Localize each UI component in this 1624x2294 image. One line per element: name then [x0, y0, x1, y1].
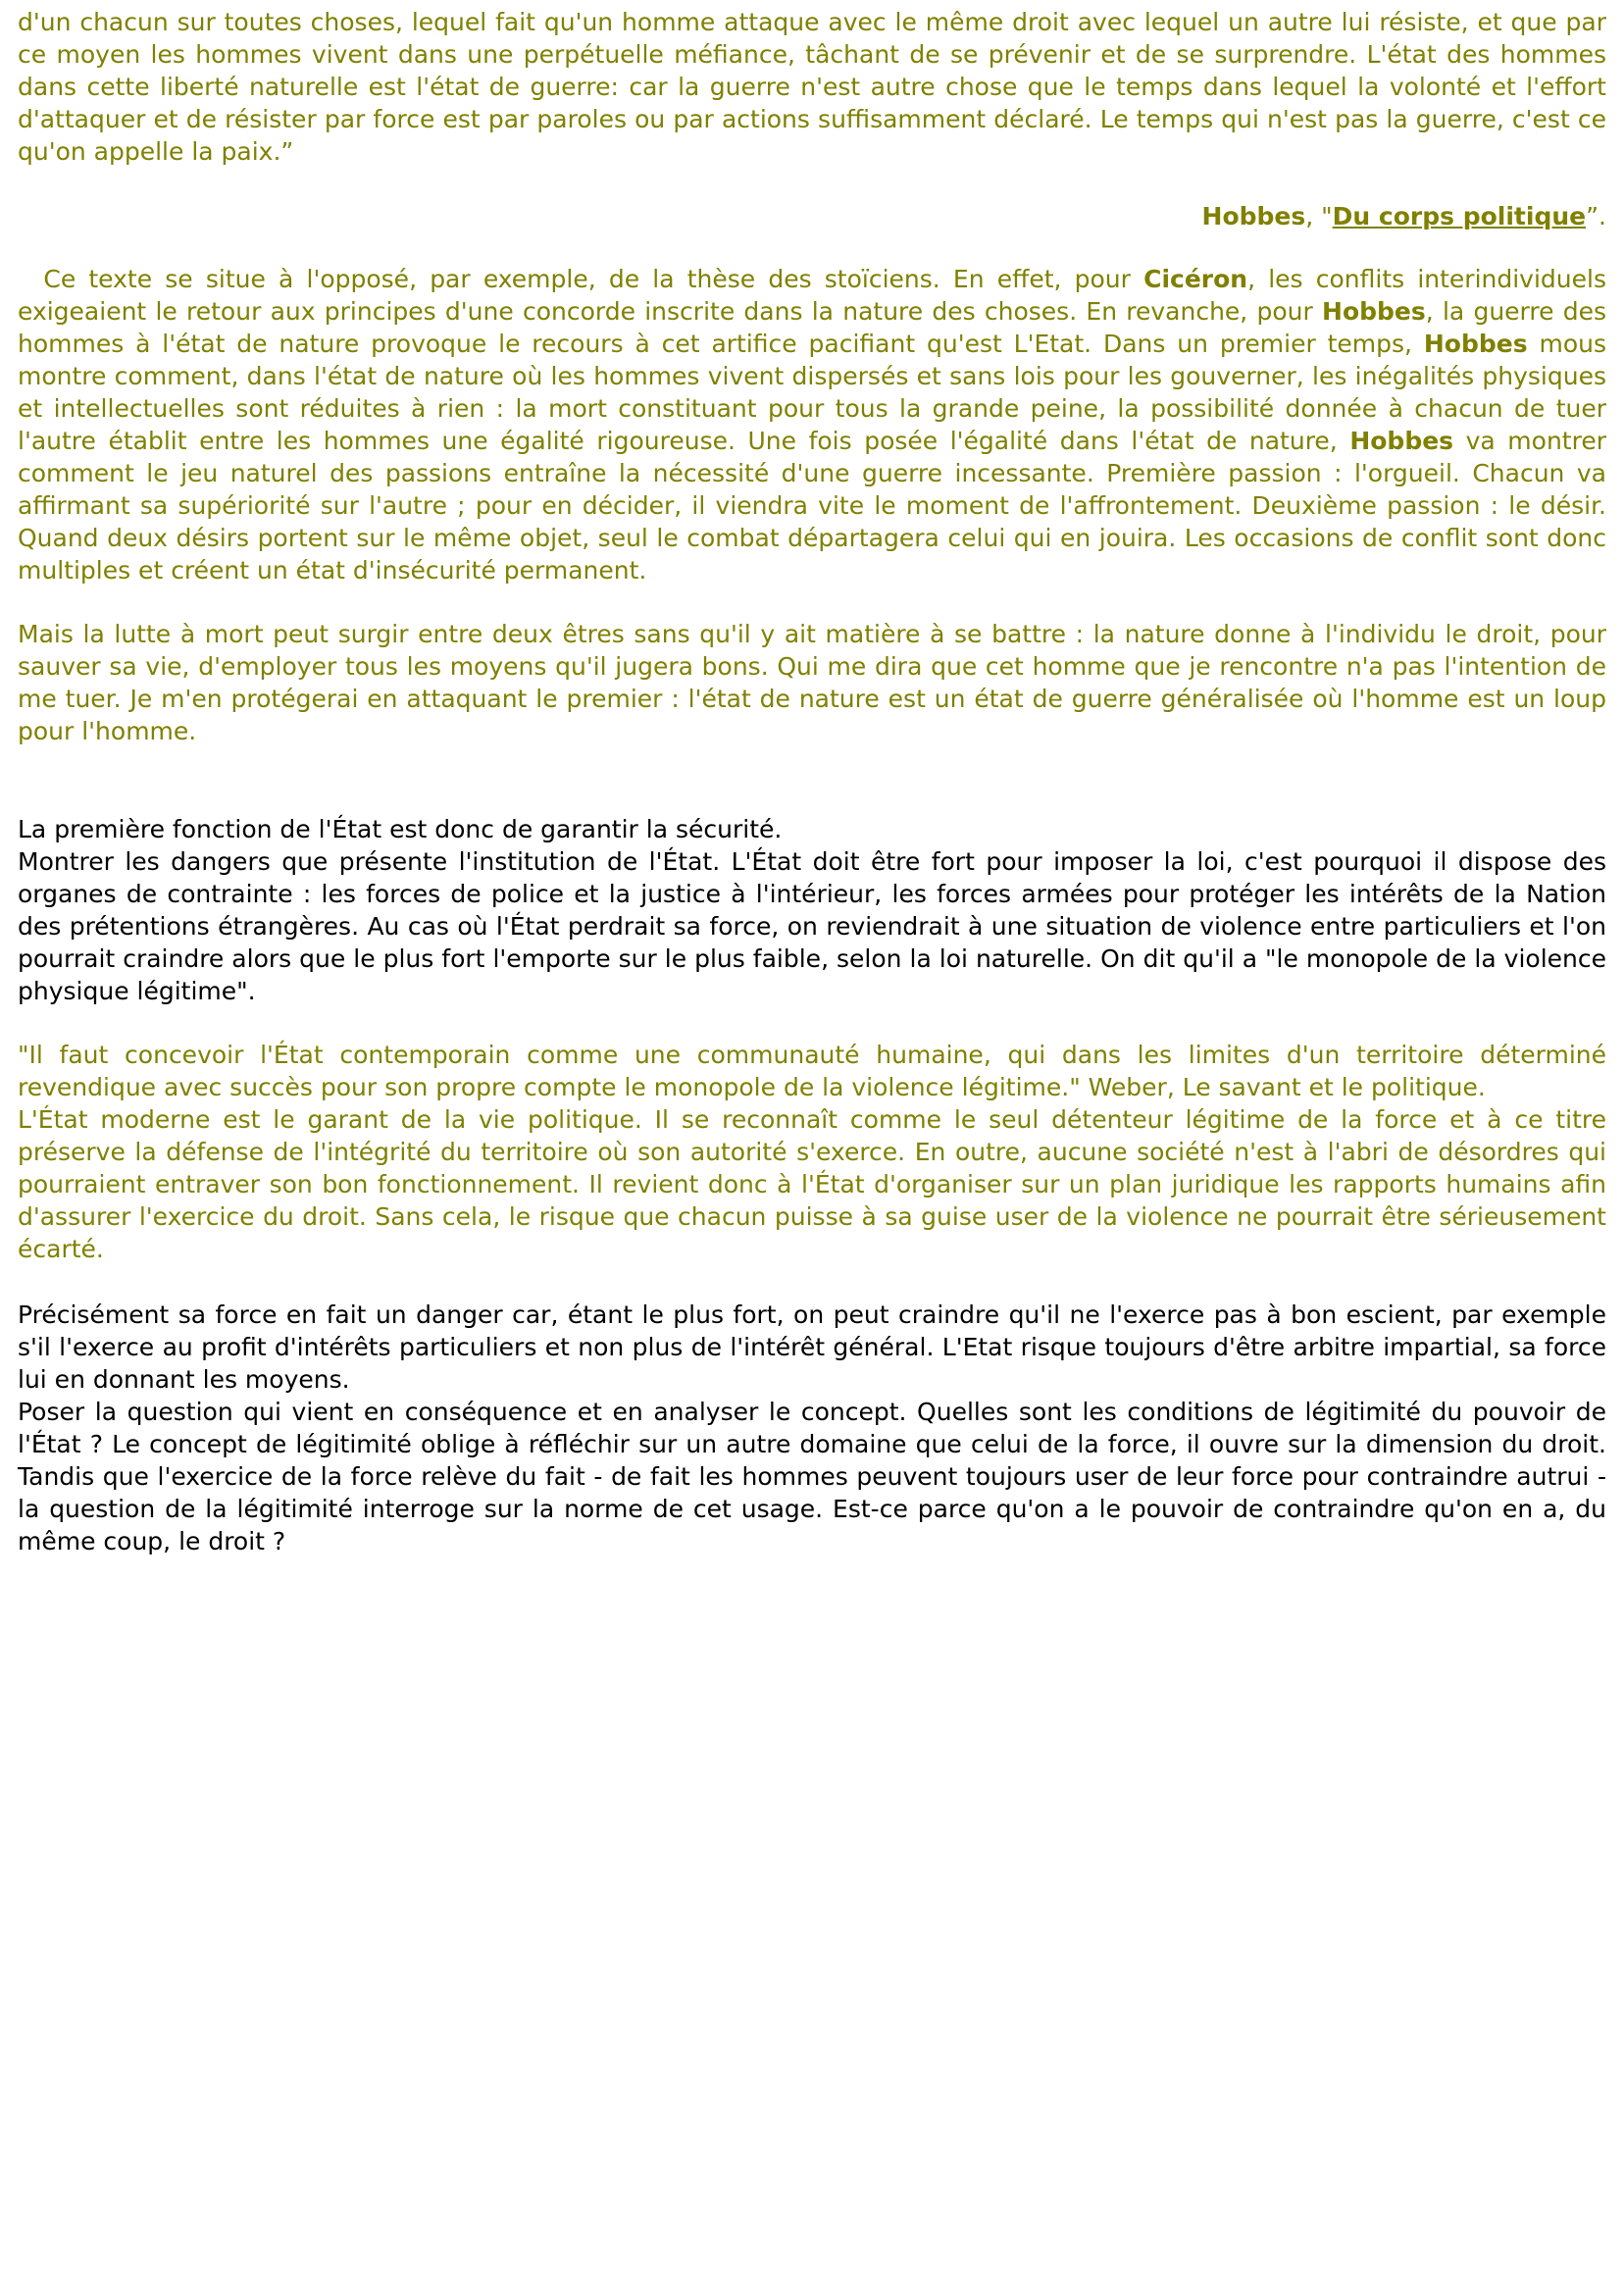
- section-security-paragraph: Montrer les dangers que présente l'institution de l'État. L'État doit être fort pour imposer la loi, c'est pourquoi il dispose des organes de contrainte : les forces de police et la justice à l'intérieur, les forces armées pour protéger les intérêts de la Nation des prétentions étrangères. Au cas où l'État perdrait sa force, on reviendrait à une situation de violence entre particuliers et l'on pourrait craindre alors que le plus fort l'emporte sur le plus faible, selon la loi naturelle. On dit qu'il a "le monopole de la violence physique légitime".: [18, 847, 1606, 1005]
- name-hobbes-3: Hobbes: [1349, 427, 1454, 455]
- commentary-text-2: , les conflits interindividuels exigeaient le retour aux principes d'une concorde inscrite dans la nature des choses. En revanche, pour: [18, 265, 1606, 326]
- commentary-text-1: Ce texte se situe à l'opposé, par exemple, de la thèse des stoïciens. En effet, pour: [43, 265, 1144, 293]
- weber-commentary: L'État moderne est le garant de la vie politique. Il se reconnaît comme le seul détenteur légitime de la force et à ce titre préserve la défense de l'intégrité du territoire où son autorité s'exerce. En outre, aucune société n'est à l'abri de désordres qui pourraient entraver son bon fonctionnement. Il revient donc à l'État d'organiser sur un plan juridique les rapports humains afin d'assurer l'exercice du droit. Sans cela, le risque que chacun puisse à sa guise user de la violence ne pourrait être sérieusement écarté.: [18, 1105, 1606, 1263]
- commentary-text-4: mous montre comment, dans l'état de nature où les hommes vivent dispersés et sans lois pour les gouverner, les inégalités physiques et intellectuelles sont réduites à rien : la mort constituant pour tous la grande peine, la possibilité donnée à chacun de tuer l'autre établit entre les hommes une égalité rigoureuse. Une fois posée l'égalité dans l'état de nature,: [18, 330, 1606, 455]
- document-page: [18, 0, 1606, 1557]
- name-ciceron: Cicéron: [1143, 265, 1248, 293]
- commentary-text-5: va montrer comment le jeu naturel des passions entraîne la nécessité d'une guerre incessante. Première passion : l'orgueil. Chacun va affirmant sa supériorité sur l'autre ; pour en décider, il viendra vite le moment de l'affrontement. Deuxième passion : le désir. Quand deux désirs portent sur le même objet, seul le combat départagera celui qui en jouira. Les occasions de conflit sont donc multiples et créent un état d'insécurité permanent.: [18, 427, 1606, 585]
- quote-attribution: [18, 200, 1606, 232]
- attribution-end: ”.: [1586, 202, 1606, 230]
- section-security: [18, 813, 1606, 1007]
- work-title-link[interactable]: Du corps politique: [1332, 202, 1587, 230]
- legitimacy-paragraph-1: Précisément sa force en fait un danger car, étant le plus fort, on peut craindre qu'il ne l'exerce pas à bon escient, par exemple s'il l'exerce au profit d'intérêts particuliers et non plus de l'intérêt général. L'Etat risque toujours d'être arbitre impartial, sa force lui en donnant les moyens.: [18, 1300, 1606, 1394]
- attribution-separator: , ": [1305, 202, 1333, 230]
- hobbes-quote-paragraph: d'un chacun sur toutes choses, lequel fait qu'un homme attaque avec le même droit avec lequel un autre lui résiste, et que par ce moyen les hommes vivent dans une perpétuelle méfiance, tâchant de se prévenir et de se surprendre. L'état des hommes dans cette liberté naturelle est l'état de guerre: car la guerre n'est autre chose que le temps dans lequel la volonté et l'effort d'attaquer et de résister par force est par paroles ou par actions suffisamment déclaré. Le temps qui n'est pas la guerre, c'est ce qu'on appelle la paix.”: [18, 8, 1606, 166]
- section-legitimacy: [18, 1299, 1606, 1557]
- commentary-text-3: , la guerre des hommes à l'état de nature provoque le recours à cet artifice pacifiant qu'est L'Etat. Dans un premier temps,: [18, 297, 1607, 358]
- legitimacy-paragraph-2: Poser la question qui vient en conséquence et en analyser le concept. Quelles sont les conditions de légitimité du pouvoir de l'État ? Le concept de légitimité oblige à réfléchir sur un autre domaine que celui de la force, il ouvre sur la dimension du droit. Tandis que l'exercice de la force relève du fait - de fait les hommes peuvent toujours user de leur force pour contraindre autrui - la question de la légitimité interroge sur la norme de cet usage. Est-ce parce qu'on a le pouvoir de contraindre qu'on en a, du même coup, le droit ?: [18, 1398, 1606, 1555]
- weber-quote: "Il faut concevoir l'État contemporain comme une communauté humaine, qui dans les limites d'un territoire déterminé revendique avec succès pour son propre compte le monopole de la violence légitime." Weber, Le savant et le politique.: [18, 1041, 1606, 1101]
- name-hobbes-1: Hobbes: [1322, 297, 1426, 326]
- name-hobbes-2: Hobbes: [1423, 330, 1528, 358]
- section-security-heading-line: La première fonction de l'État est donc de garantir la sécurité.: [18, 815, 783, 843]
- commentary-paragraph-2: Mais la lutte à mort peut surgir entre deux êtres sans qu'il y ait matière à se battre : la nature donne à l'individu le droit, pour sauver sa vie, d'employer tous les moyens qu'il jugera bons. Qui me dira que cet homme que je rencontre n'a pas l'intention de me tuer. Je m'en protégerai en attaquant le premier : l'état de nature est un état de guerre généralisée où l'homme est un loup pour l'homme.: [18, 620, 1606, 745]
- commentary-paragraph-1: [18, 263, 1606, 586]
- attribution-author: Hobbes: [1201, 202, 1306, 230]
- weber-section: [18, 1039, 1606, 1265]
